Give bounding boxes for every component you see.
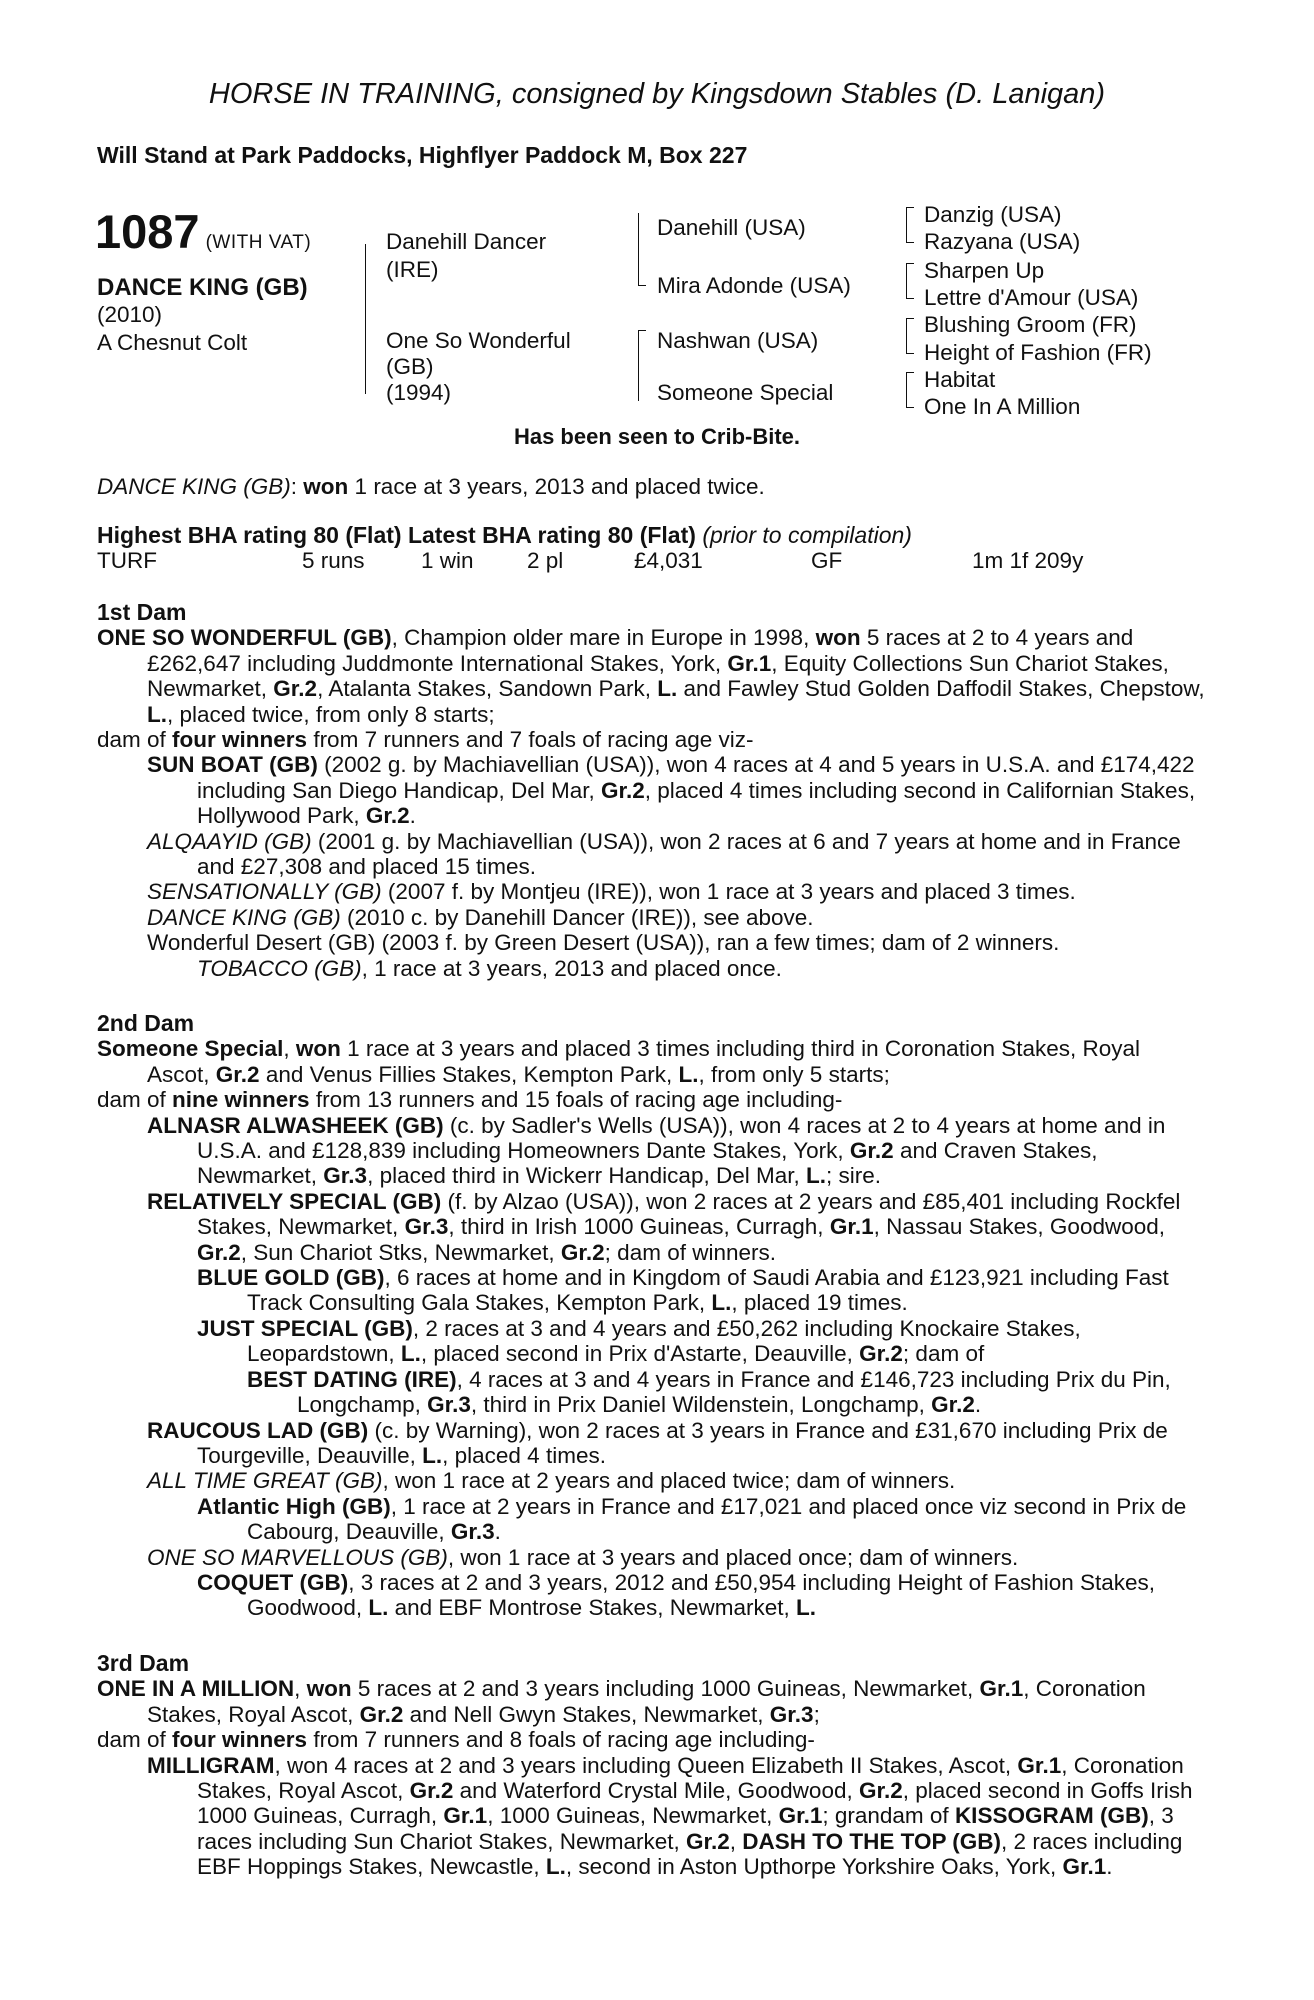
- stand-location: Will Stand at Park Paddocks, Highflyer Paddock M, Box 227: [97, 142, 748, 168]
- first-dam-offspring: Wonderful Desert (GB) (2003 f. by Green Desert (USA)), ran a few times; dam of 2 winners.: [147, 930, 1060, 956]
- pedigree-g2: Razyana (USA): [924, 229, 1081, 254]
- page-title: HORSE IN TRAINING, consigned by Kingsdown Stables (D. Lanigan): [208, 78, 1106, 110]
- second-dam-offspring: ALNASR ALWASHEEK (GB) (c. by Sadler's Wells (USA)), won 4 races at 2 to 4 years at home and in U.S.A. and £128,839 including Homeowners Dante Stakes, York, Gr.2 and Craven Stakes, Newmarket, Gr.3, placed third in Wickerr Handicap, Del Mar, L.; sire.: [147, 1112, 1166, 1189]
- third-dam-produce-summary: dam of four winners from 7 runners and 8 foals of racing age including-: [97, 1727, 815, 1753]
- pedigree-g5: Blushing Groom (FR): [924, 312, 1137, 337]
- third-dam-offspring: MILLIGRAM, won 4 races at 2 and 3 years including Queen Elizabeth II Stakes, Ascot, Gr.1, Coronation Stakes, Royal Ascot, Gr.2 and Waterford Crystal Mile, Goodwood, Gr.2, placed second in Goffs Irish 1000 Guineas, Curragh, Gr.1, 1000 Guineas, Newmarket, Gr.1; grandam of KISSOGRAM (GB), 3 races including Sun Chariot Stakes, Newmarket, Gr.2, DASH TO THE TOP (GB), 2 races including EBF Hoppings Stakes, Newcastle, L., second in Aston Upthorpe Yorkshire Oaks, York, Gr.1.: [147, 1752, 1193, 1880]
- stats-going: GF: [811, 548, 843, 573]
- pedigree-dam-dam: Someone Special: [657, 380, 834, 405]
- horse-description: A Chesnut Colt: [97, 330, 248, 355]
- second-dam-section: [97, 1011, 1205, 1621]
- second-dam-grand-offspring: COQUET (GB), 3 races at 2 and 3 years, 2012 and £50,954 including Height of Fashion Stakes, Goodwood, L. and EBF Montrose Stakes, Newmarket, L.: [197, 1569, 1156, 1621]
- pedigree-sire-line2: (IRE): [386, 257, 439, 282]
- vat-label: (WITH VAT): [205, 232, 312, 253]
- horse-name: DANCE KING (GB): [97, 274, 308, 301]
- first-dam-record: ONE SO WONDERFUL (GB), Champion older mare in Europe in 1998, won 5 races at 2 to 4 years and £262,647 including Juddmonte International Stakes, York, Gr.1, Equity Collections Sun Chariot Stakes, Newmarket, Gr.2, Atalanta Stakes, Sandown Park, L. and Fawley Stud Golden Daffodil Stakes, Chepstow, L., placed twice, from only 8 starts;: [97, 625, 1205, 727]
- pedigree-g6: Height of Fashion (FR): [924, 340, 1152, 365]
- stats-runs: 5 runs: [302, 548, 365, 573]
- pedigree-dam-line3: (1994): [386, 380, 452, 405]
- third-dam-section: [97, 1651, 1205, 1880]
- pedigree-dam-line1: One So Wonderful: [386, 328, 571, 353]
- second-dam-offspring: RELATIVELY SPECIAL (GB) (f. by Alzao (USA)), won 2 races at 2 years and £85,401 including Rockfel Stakes, Newmarket, Gr.3, third in Irish 1000 Guineas, Curragh, Gr.1, Nassau Stakes, Goodwood, Gr.2, Sun Chariot Stks, Newmarket, Gr.2; dam of winners.: [147, 1188, 1181, 1265]
- pedigree-g8: One In A Million: [924, 394, 1081, 419]
- second-dam-offspring: ALL TIME GREAT (GB), won 1 race at 2 years and placed twice; dam of winners.: [147, 1468, 956, 1494]
- second-dam-offspring: RAUCOUS LAD (GB) (c. by Warning), won 2 races at 3 years in France and £31,670 including Prix de Tourgeville, Deauville, L., placed 4 times.: [147, 1417, 1168, 1468]
- pedigree-brace-g56: [906, 318, 914, 354]
- second-dam-record: Someone Special, won 1 race at 3 years and placed 3 times including third in Coronation Stakes, Royal Ascot, Gr.2 and Venus Fillies Stakes, Kempton Park, L., from only 5 starts;: [97, 1036, 1141, 1087]
- pedigree-g4: Lettre d'Amour (USA): [924, 285, 1139, 310]
- second-dam-produce-summary: dam of nine winners from 13 runners and 15 foals of racing age including-: [97, 1087, 843, 1113]
- lot-number: 1087: [95, 205, 200, 258]
- pedigree-g3: Sharpen Up: [924, 258, 1045, 283]
- foaling-year: (2010): [97, 302, 163, 327]
- second-dam-grand-offspring: Atlantic High (GB), 1 race at 2 years in France and £17,021 and placed once viz second in Prix de Cabourg, Deauville, Gr.3.: [197, 1493, 1187, 1545]
- first-dam-section: [97, 600, 1205, 981]
- third-dam-record: ONE IN A MILLION, won 5 races at 2 and 3 years including 1000 Guineas, Newmarket, Gr.1, Coronation Stakes, Royal Ascot, Gr.2 and Nell Gwyn Stakes, Newmarket, Gr.3;: [97, 1676, 1146, 1727]
- stats-placed: 2 pl: [527, 548, 564, 573]
- stats-distance: 1m 1f 209y: [972, 548, 1084, 573]
- first-dam-produce-summary: dam of four winners from 7 runners and 7 foals of racing age viz-: [97, 727, 754, 753]
- pedigree-sire-line1: Danehill Dancer: [386, 229, 547, 254]
- second-dam-grand-offspring: JUST SPECIAL (GB), 2 races at 3 and 4 years and £50,262 including Knockaire Stakes, Leopardstown, L., placed second in Prix d'Astarte, Deauville, Gr.2; dam of: [197, 1315, 1081, 1367]
- first-dam-offspring: SUN BOAT (GB) (2002 g. by Machiavellian (USA)), won 4 races at 4 and 5 years in U.S.A. and £174,422 including San Diego Handicap, Del Mar, Gr.2, placed 4 times including second in Californian Stakes, Hollywood Park, Gr.2.: [147, 752, 1196, 829]
- stats-wins: 1 win: [421, 548, 474, 573]
- pedigree-sire-sire: Danehill (USA): [657, 215, 806, 240]
- stats-surface: TURF: [97, 548, 157, 573]
- first-dam-heading: 1st Dam: [97, 599, 187, 625]
- pedigree-sire-dam: Mira Adonde (USA): [657, 273, 851, 298]
- lot-number-line: [95, 207, 311, 268]
- race-summary: DANCE KING (GB): won 1 race at 3 years, 2013 and placed twice.: [97, 474, 765, 499]
- pedigree-brace-g78: [906, 372, 914, 408]
- summary-horse: DANCE KING (GB): [97, 474, 291, 499]
- second-dam-grand-offspring: BLUE GOLD (GB), 6 races at home and in Kingdom of Saudi Arabia and £123,921 including Fast Track Consulting Gala Stakes, Kempton Park, L., placed 19 times.: [197, 1265, 1169, 1316]
- crib-bite-note: Has been seen to Crib-Bite.: [513, 424, 801, 449]
- pedigree-brace-sire: [638, 213, 646, 286]
- pedigree-dam-sire: Nashwan (USA): [657, 328, 819, 353]
- pedigree-g1: Danzig (USA): [924, 202, 1062, 227]
- pedigree-g7: Habitat: [924, 367, 996, 392]
- second-dam-heading: 2nd Dam: [97, 1010, 195, 1036]
- pedigree-dam-line2: (GB): [386, 354, 434, 379]
- first-dam-offspring: ALQAAYID (GB) (2001 g. by Machiavellian (USA)), won 2 races at 6 and 7 years at home and in France and £27,308 and placed 15 times.: [147, 828, 1181, 880]
- second-dam-great-grand-offspring: BEST DATING (IRE), 4 races at 3 and 4 years in France and £146,723 including Prix du Pin, Longchamp, Gr.3, third in Prix Daniel Wildenstein, Longchamp, Gr.2.: [247, 1366, 1171, 1418]
- bha-rating: Highest BHA rating 80 (Flat) Latest BHA rating 80 (Flat) (prior to compilation): [97, 522, 912, 548]
- pedigree-brace-main: [365, 244, 375, 394]
- first-dam-offspring: DANCE KING (GB) (2010 c. by Danehill Dancer (IRE)), see above.: [147, 904, 814, 930]
- pedigree-brace-g12: [906, 207, 914, 243]
- second-dam-offspring: ONE SO MARVELLOUS (GB), won 1 race at 3 years and placed once; dam of winners.: [147, 1544, 1019, 1570]
- stats-prize: £4,031: [634, 548, 703, 573]
- pedigree-brace-g34: [906, 263, 914, 299]
- pedigree-brace-dam: [638, 330, 646, 401]
- third-dam-heading: 3rd Dam: [97, 1650, 190, 1676]
- first-dam-offspring: SENSATIONALLY (GB) (2007 f. by Montjeu (IRE)), won 1 race at 3 years and placed 3 times.: [147, 879, 1076, 905]
- first-dam-grand-offspring: TOBACCO (GB), 1 race at 3 years, 2013 and placed once.: [197, 955, 782, 981]
